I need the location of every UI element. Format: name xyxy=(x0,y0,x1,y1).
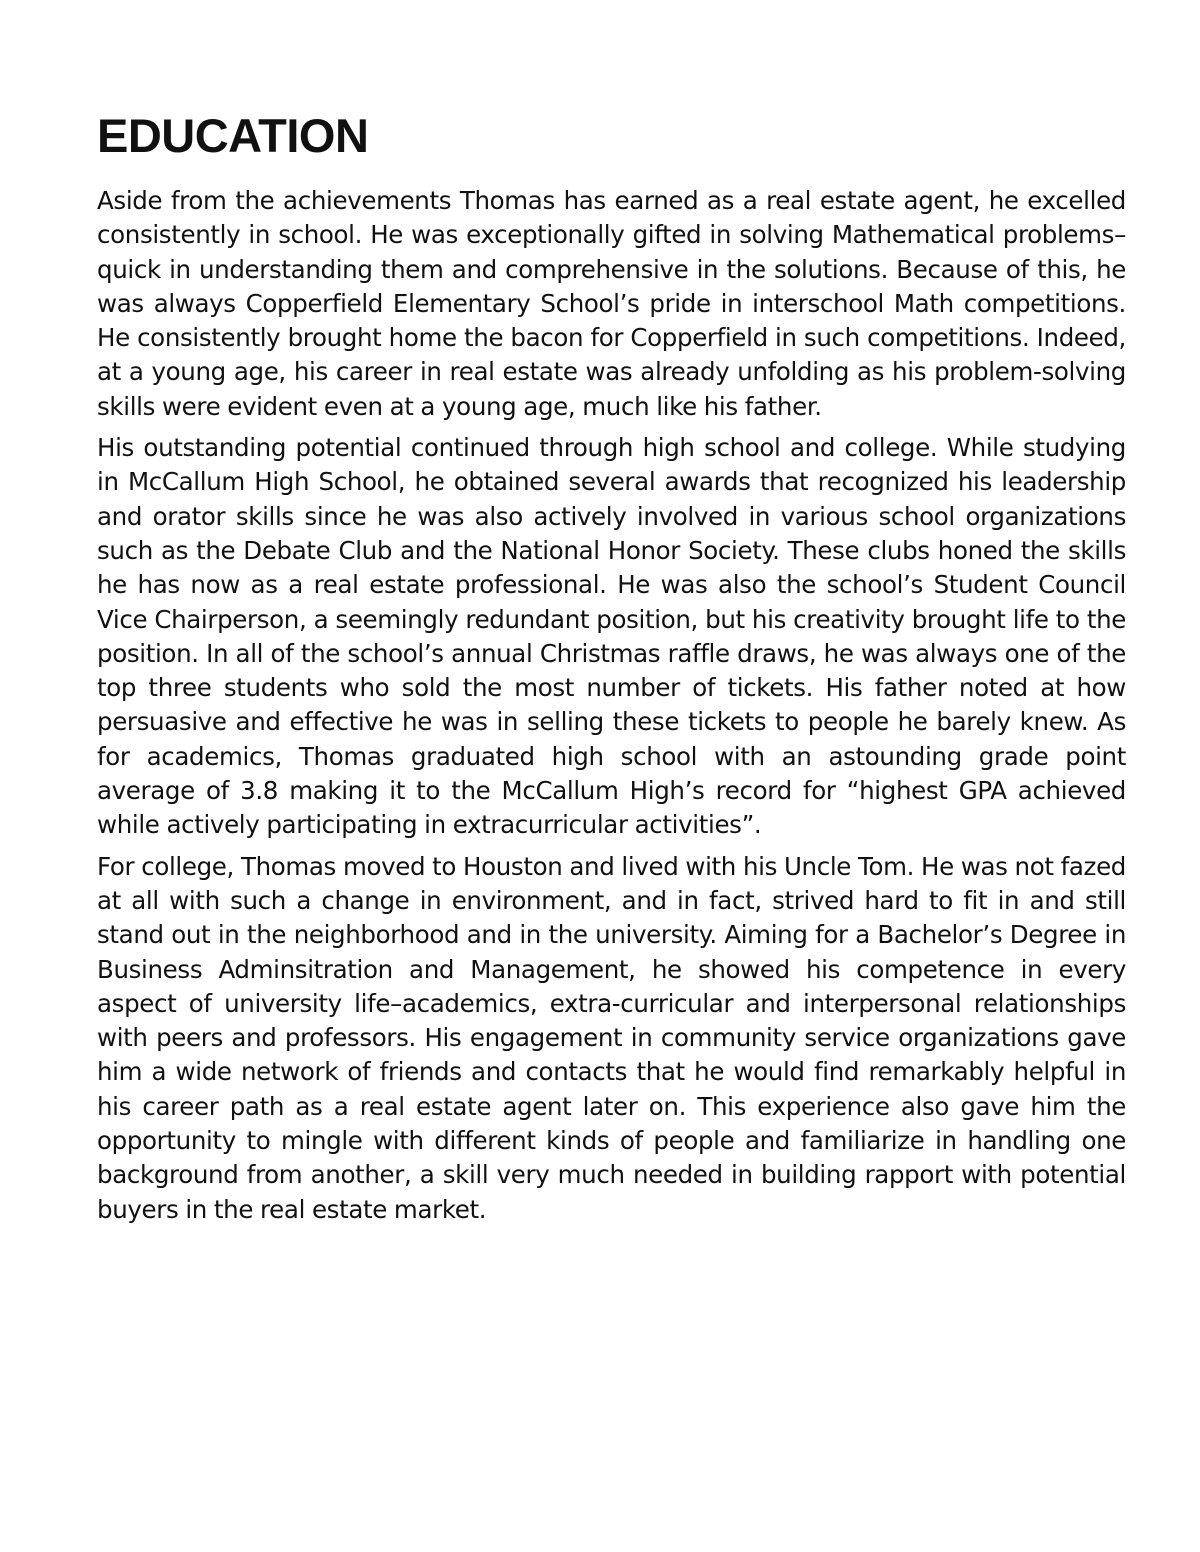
section-heading: EDUCATION xyxy=(97,109,369,162)
paragraph-college: For college, Thomas moved to Houston and lived with his Uncle Tom. He was not fazed at all with such a change in environment, and in fact, strived hard to fit in and still stand out in the neighborhood and in the university. Aiming for a Bachelor’s Degree in Business Adminsitration and Management, he showed his competence in every aspect of university life–academics, extra-curricular and interpersonal relationships with peers and professors. His engagement in community service organizations gave him a wide network of friends and contacts that he would find remarkably helpful in his career path as a real estate agent later on. This experience also gave him the opportunity to mingle with different kinds of people and familiarize in handling one background from another, a skill very much needed in building rapport with potential buyers in the real estate market. xyxy=(97,851,1126,1224)
document-page xyxy=(97,108,1126,1234)
paragraph-high-school: His outstanding potential continued through high school and college. While studying in McCallum High School, he obtained several awards that recognized his leadership and orator skills since he was also actively involved in various school organizations such as the Debate Club and the National Honor Society. These clubs honed the skills he has now as a real estate professional. He was also the school’s Student Council Vice Chairperson, a seemingly redundant position, but his creativity brought life to the position. In all of the school’s annual Christmas raffle draws, he was always one of the top three students who sold the most number of tickets. His father noted at how persuasive and effective he was in selling these tickets to people he barely knew. As for academics, Thomas graduated high school with an astounding grade point average of 3.8 making it to the McCallum High’s record for “highest GPA achieved while actively participating in extracurricular activities”. xyxy=(97,433,1126,840)
paragraph-elementary: Aside from the achievements Thomas has earned as a real estate agent, he excelled consistently in school. He was exceptionally gifted in solving Mathematical problems–quick in understanding them and comprehensive in the solutions. Because of this, he was always Copperfield Elementary School’s pride in interschool Math competitions. He consistently brought home the bacon for Copperfield in such competitions. Indeed, at a young age, his career in real estate was already unfolding as his problem-solving skills were evident even at a young age, much like his father. xyxy=(97,186,1126,421)
